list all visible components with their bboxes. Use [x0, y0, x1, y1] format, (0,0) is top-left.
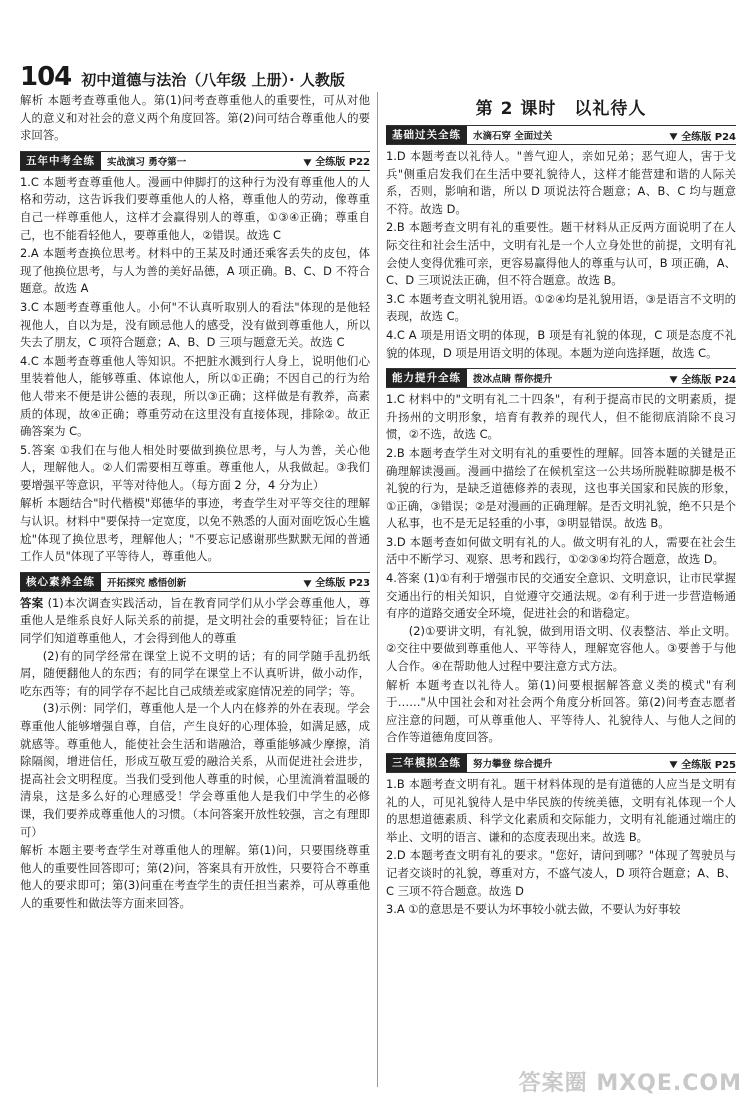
- answer-item: 3.D 本题考查如何做文明有礼的人。做文明有礼的人，需要在社会生活中不断学习、观察、思考和践行，①②③④均符合题意，故选 D。: [386, 534, 736, 567]
- section-band-suyang: [20, 572, 370, 592]
- book-title: 初中道德与法治（八年级 上册）· 人教版: [81, 71, 345, 89]
- answer-subpara: (2)①要讲文明，有礼貌，做到用语文明、仪表整洁、举止文明。②交往中要做到尊重他人、平等待人，理解宽容他人。③要善于与他人合作。④在帮助他人过程中要注意方式方法。: [386, 623, 736, 674]
- section-band-jichu: [386, 125, 736, 145]
- analysis-item: 解析 本题结合"时代楷模"郑德华的事迹，考查学生对平等交往的理解与认识。材料中"要保持一定宽度，以免不熟悉的人面对面吃饭心生尴尬"体现了换位思考，理解他人；"不要忘记感谢那些默默无闻的普通工作人员"体现了平等待人，尊重他人。: [20, 496, 370, 564]
- analysis-item: 解析 本题考查以礼待人。第(1)问要根据解答意义类的模式"有利于……"从中国社会和对社会两个角度分析回答。第(2)问考查志愿者应注意的问题，可从尊重他人、平等待人、礼貌待人、与他人之间的合作等道德角度回答。: [386, 677, 736, 745]
- arrow-icon: [304, 156, 314, 166]
- section-tag: 五年中考全练: [20, 152, 101, 170]
- section-tag: 基础过关全练: [386, 126, 467, 144]
- section-tag: 核心素养全练: [20, 573, 101, 591]
- answer-label-line: [20, 595, 370, 648]
- page-ref-text: 全练版 P23: [315, 578, 370, 590]
- section-slogan: 拨冰点睛 帮你提升: [473, 374, 553, 386]
- page-number: 104: [20, 62, 72, 92]
- section-band-moni: [386, 753, 736, 773]
- answer-item: 4.C 本题考查尊重他人等知识。不把脏水溅到行人身上，说明他们心里装着他人，能够尊重、体谅他人，所以①正确；不因自己的行为给他人带来不便是讲公德的表现，所以③正确；这样做是有教养，高素质的体现，故④正确；尊重劳动在这里没有直接体现，排除②。故正确答案为 C。: [20, 353, 370, 439]
- answer-para: (1)本次调查实践活动，旨在教育同学们从小学会尊重他人，尊重他人是维系良好人际关系的前提，是文明社会的重要特征；旨在让同学们知道尊重他人，才会得到他人的尊重: [20, 595, 370, 646]
- answer-item: 3.C 本题考查文明礼貌用语。①②④均是礼貌用语，③是语言不文明的表现，故选 C。: [386, 291, 736, 324]
- page-ref-text: 全练版 P22: [315, 157, 370, 169]
- right-column: [386, 92, 736, 1101]
- section-band-nengli: [386, 368, 736, 388]
- left-column: [20, 92, 370, 1101]
- answer-item: 2.D 本题考查文明有礼的要求。"您好，请问到哪？"体现了驾驶员与记者交谈时的礼貌，尊重对方，不盛气凌人，D 项符合题意；A、B、C 三项不符合题意。故选 D: [386, 848, 736, 898]
- arrow-icon: [670, 758, 680, 768]
- column-divider: [377, 92, 378, 1087]
- answer-item: 4.C A 项是用语文明的体现，B 项是有礼貌的体现，C 项是态度不礼貌的体现，D 项是用语文明的体现。本题为逆向选择题，故选 C。: [386, 327, 736, 360]
- section-slogan: 水滴石穿 全面过关: [473, 131, 553, 142]
- section-slogan: 开拓探究 感悟创新: [107, 577, 187, 589]
- answer-label: 答案: [20, 595, 44, 610]
- answer-item: 3.A ①的意思是不要认为坏事较小就去做，不要认为好事较: [386, 902, 681, 917]
- answer-item: 3.C 本题考查尊重他人。小何"不认真听取别人的看法"体现的是他轻视他人，自以为是，没有顾忌他人的感受，没有做到尊重他人，所以失去了朋友，C 项符合题意；A、B、D 三项与题意无关。故选 C: [20, 299, 370, 350]
- answer-item: 1.C 本题考查尊重他人。漫画中伸脚打的这种行为没有尊重他人的人格和劳动，这告诉我们要尊重他人的人格，尊重他人的劳动，像尊重自己一样尊重他人，这样才会赢得别人的尊重，①③④正确；尊重自己，也不能看轻他人，要尊重他人，②错误。故选 C: [20, 174, 370, 242]
- page-ref: [305, 574, 370, 589]
- page-ref: [671, 128, 736, 143]
- answer-item: 5.答案 ①我们在与他人相处时要做到换位思考，与人为善，关心他人，理解他人。②人们需要相互尊重。尊重他人，从我做起。③我们要增强平等意识，平等对待他人。（每方面 2 分，4 分为止）: [20, 442, 370, 492]
- section-slogan: 努力攀登 综合提升: [473, 759, 553, 770]
- page-ref-text: 全练版 P25: [681, 759, 736, 771]
- page-ref-text: 全练版 P24: [681, 374, 736, 386]
- section-band-zhongkao: [20, 151, 370, 171]
- section-tag: 能力提升全练: [386, 369, 467, 387]
- intro-analysis: 解析 本题考查尊重他人。第(1)问考查尊重他人的重要性，可从对他人的意义和对社会的意义两个角度回答。第(2)问可结合尊重他人的要求回答。: [20, 93, 370, 143]
- answer-item: 1.B 本题考查文明有礼。题干材料体现的是有道德的人应当是文明有礼的人，可见礼貌待人是中华民族的传统美德，文明有礼体现一个人的思想道德素质、科学文化素质和交际能力，文明有礼能通过端庄的举止、文明的语言、谦和的态度表现出来。故选 B。: [386, 777, 736, 844]
- answer-item: 2.B 本题考查学生对文明有礼的重要性的理解。回答本题的关键是正确理解读漫画。漫画中描绘了在候机室这一公共场所脱鞋晾脚是极不礼貌的行为，是缺乏道德修养的表现，这也事关国家和民族的形象，①正确，③错误；②是对漫画的正确理解。是否文明礼貌，绝不只是个人私事，也不是无足轻重的小事，③明显错误。故选 B。: [386, 445, 736, 531]
- page-ref: [305, 153, 370, 168]
- page-ref: [671, 756, 736, 771]
- page-ref: [671, 371, 736, 386]
- answer-item: 4.答案 (1)①有利于增强市民的交通安全意识、文明意识，让市民掌握交通出行的相关知识，自觉遵守交通法规。②有利于进一步营造畅通有序的道路交通安全环境，促进社会的和谐稳定。: [386, 571, 736, 621]
- watermark-logo: 答案圈 MXQE.COM: [518, 1071, 742, 1096]
- arrow-icon: [670, 130, 680, 140]
- answer-para: (2)有的同学经常在课堂上说不文明的话；有的同学随手乱扔纸屑，随便翻他人的东西；有的同学在课堂上不认真听讲，做小动作，吃东西等；有的同学存不起比自己成绩差或家庭情况差的同学；等。: [20, 648, 370, 698]
- answer-item: 2.A 本题考查换位思考。材料中的王某及时通还乘客丢失的皮包，体现了他换位思考，与人为善的美好品德，A 项正确。B、C、D 不符合题意。故选 A: [20, 246, 370, 296]
- answer-para: (3)示例：同学们，尊重他人是一个人内在修养的外在表现。学会尊重他人能够增强自尊，自信，产生良好的心理体验，如满足感，成就感等。尊重他人，能使社会生活和谐融洽，尊重能够减少摩擦，消除隔阂，增进信任，形成互敬互爱的融洽关系，从而促进社会进步，提高社会文明程度。当我们受到他人尊重的时候，心里流淌着温暖的清泉，这是多么好的心理感受！学会尊重他人是我们中学生的必修课，我们要养成尊重他人的习惯。（本问答案开放性较强，言之有理即可）: [20, 701, 370, 839]
- arrow-icon: [670, 373, 680, 383]
- answer-item: 1.C 材料中的"文明有礼二十四条"，有利于提高市民的文明素质，提升扬州的文明形象，培育有教养的现代人，但不能彻底消除不良习惯，②不选，故选 C。: [386, 392, 736, 442]
- answer-item: 1.D 本题考查以礼待人。"善气迎人，亲如兄弟；恶气迎人，害于戈兵"侧重启发我们在生活中要礼貌待人，这样才能营建和谐的人际关系，否则，影响和谐，所以 D 项说法符合题意；A、B、C 均与题意不符。故选 D。: [386, 149, 736, 216]
- lesson-title: 第 2 课时 以礼待人: [475, 99, 647, 119]
- section-tag: 三年模拟全练: [386, 754, 467, 772]
- section-slogan: 实战演习 勇夺第一: [107, 156, 187, 168]
- page-ref-text: 全练版 P24: [681, 131, 736, 143]
- arrow-icon: [304, 577, 314, 587]
- answer-item: 2.B 本题考查文明有礼的重要性。题干材料从正反两方面说明了在人际交往和社会生活中，文明有礼是一个人立身处世的前提，文明有礼会使人变得优雅可亲，更容易赢得他人的尊重与认可，B 项正确，A、C、D 三项说法正确，但不符合题意。故选 B。: [386, 220, 736, 288]
- page-header: [20, 62, 345, 92]
- final-analysis: 解析 本题主要考查学生对尊重他人的理解。第(1)问，只要围绕尊重他人的重要性回答即可；第(2)问，答案具有开放性，只要符合不尊重他人的要求即可；第(3)问重在考查学生的责任担当素养，可从尊重他人的重要性和做法等方面来回答。: [20, 843, 370, 910]
